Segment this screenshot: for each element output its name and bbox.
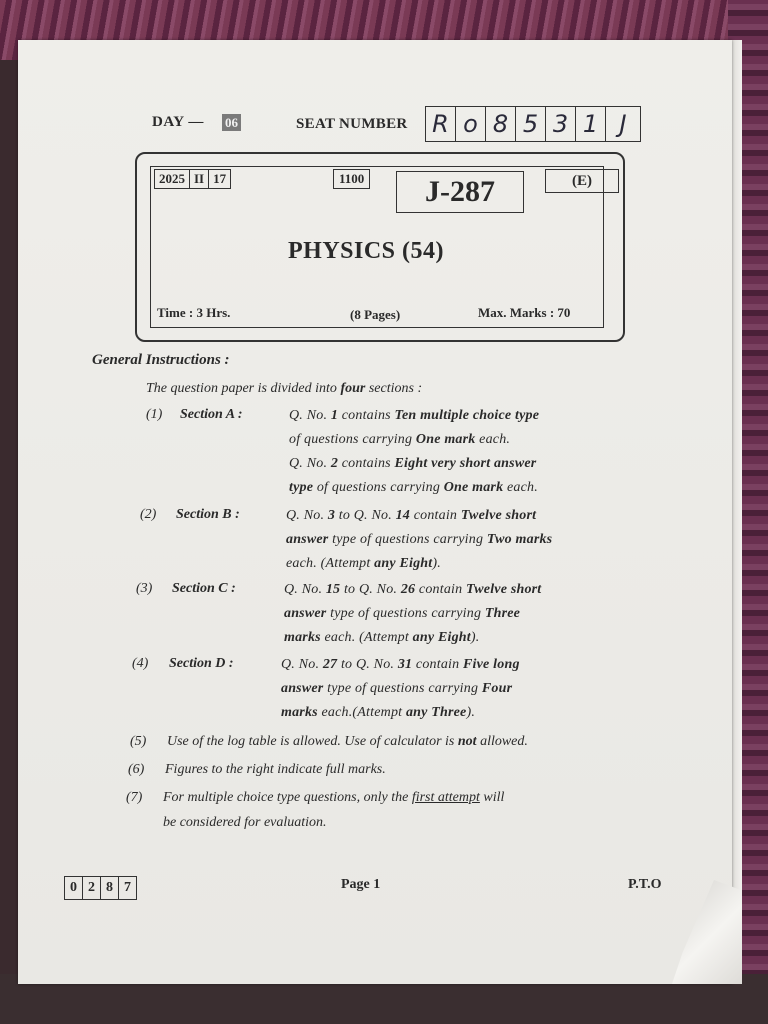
exam-duration: Time : 3 Hrs.: [157, 305, 231, 320]
exam-date-code: 17: [213, 171, 227, 186]
paper-code-digit-boxes: [64, 876, 137, 900]
section-d-description: [281, 653, 606, 725]
language-code: (E): [545, 169, 619, 193]
page-count: (8 Pages): [350, 307, 401, 322]
section-d-label: Section D :: [169, 656, 234, 671]
page-number: Page 1: [341, 877, 381, 892]
note-7-text: For multiple choice type questions, only the first attempt will be considered for evaluation.: [163, 790, 505, 830]
seat-char: J: [619, 110, 627, 138]
section-a-number: (1): [146, 407, 163, 422]
section-d-line: answer type of questions carrying Four: [281, 681, 513, 696]
subject-title: PHYSICS (54): [288, 238, 445, 264]
exam-code-boxes: [154, 169, 231, 189]
section-a-line: of questions carrying One mark each.: [289, 432, 511, 447]
code-digit: 7: [124, 880, 131, 895]
seat-char: 3: [546, 107, 576, 141]
day-value: 06: [222, 114, 241, 131]
seat-char: 5: [516, 107, 546, 141]
section-a-line: type of questions carrying One mark each.: [289, 480, 538, 495]
seat-number-boxes: [425, 106, 641, 142]
section-b-description: [286, 504, 606, 576]
paper-code: J-287: [396, 171, 524, 213]
section-c-line: answer type of questions carrying Three: [284, 606, 521, 621]
seat-char: 8: [486, 107, 516, 141]
section-d-line: Q. No. 27 to Q. No. 31 contain Five long: [281, 657, 520, 672]
section-a-description: [289, 404, 609, 500]
note-5-number: (5): [130, 734, 147, 749]
section-d-number: (4): [132, 656, 149, 671]
please-turn-over: P.T.O: [628, 877, 662, 892]
intro-emphasis: four: [340, 381, 366, 396]
note-6-number: (6): [128, 762, 145, 777]
exam-number-box: 1100: [333, 169, 370, 189]
section-b-line: answer type of questions carrying Two marks: [286, 532, 553, 547]
code-digit: 8: [101, 877, 119, 899]
note-7-number: (7): [126, 790, 143, 805]
section-c-number: (3): [136, 581, 153, 596]
code-digit: 2: [83, 877, 101, 899]
section-c-line: marks each. (Attempt any Eight).: [284, 630, 480, 645]
section-b-number: (2): [140, 507, 157, 522]
instructions-title: General Instructions :: [92, 352, 230, 368]
section-c-line: Q. No. 15 to Q. No. 26 contain Twelve short: [284, 582, 542, 597]
section-c-description: [284, 578, 606, 650]
note-5-text: Use of the log table is allowed. Use of calculator is not allowed.: [167, 734, 528, 749]
section-d-line: marks each.(Attempt any Three).: [281, 705, 476, 720]
seat-char: o: [456, 107, 486, 141]
code-digit: 0: [65, 877, 83, 899]
section-b-label: Section B :: [176, 507, 240, 522]
max-marks: Max. Marks : 70: [478, 305, 571, 320]
seat-char: 1: [576, 107, 606, 141]
section-a-line: Q. No. 2 contains Eight very short answer: [289, 456, 537, 471]
day-label: DAY —: [152, 114, 204, 130]
section-a-label: Section A :: [180, 407, 243, 422]
intro-text-end: sections :: [365, 381, 423, 396]
seat-number-label: SEAT NUMBER: [296, 116, 408, 132]
note-6-text: Figures to the right indicate full marks.: [165, 762, 386, 777]
instructions-intro: [146, 381, 422, 397]
exam-year: 2025: [155, 170, 190, 188]
seat-char: R: [426, 107, 456, 141]
exam-session: II: [190, 170, 209, 188]
section-c-label: Section C :: [172, 581, 236, 596]
intro-text: The question paper is divided into: [146, 381, 341, 396]
section-b-line: Q. No. 3 to Q. No. 14 contain Twelve short: [286, 508, 537, 523]
section-b-line: each. (Attempt any Eight).: [286, 556, 441, 571]
section-a-line: Q. No. 1 contains Ten multiple choice type: [289, 408, 540, 423]
